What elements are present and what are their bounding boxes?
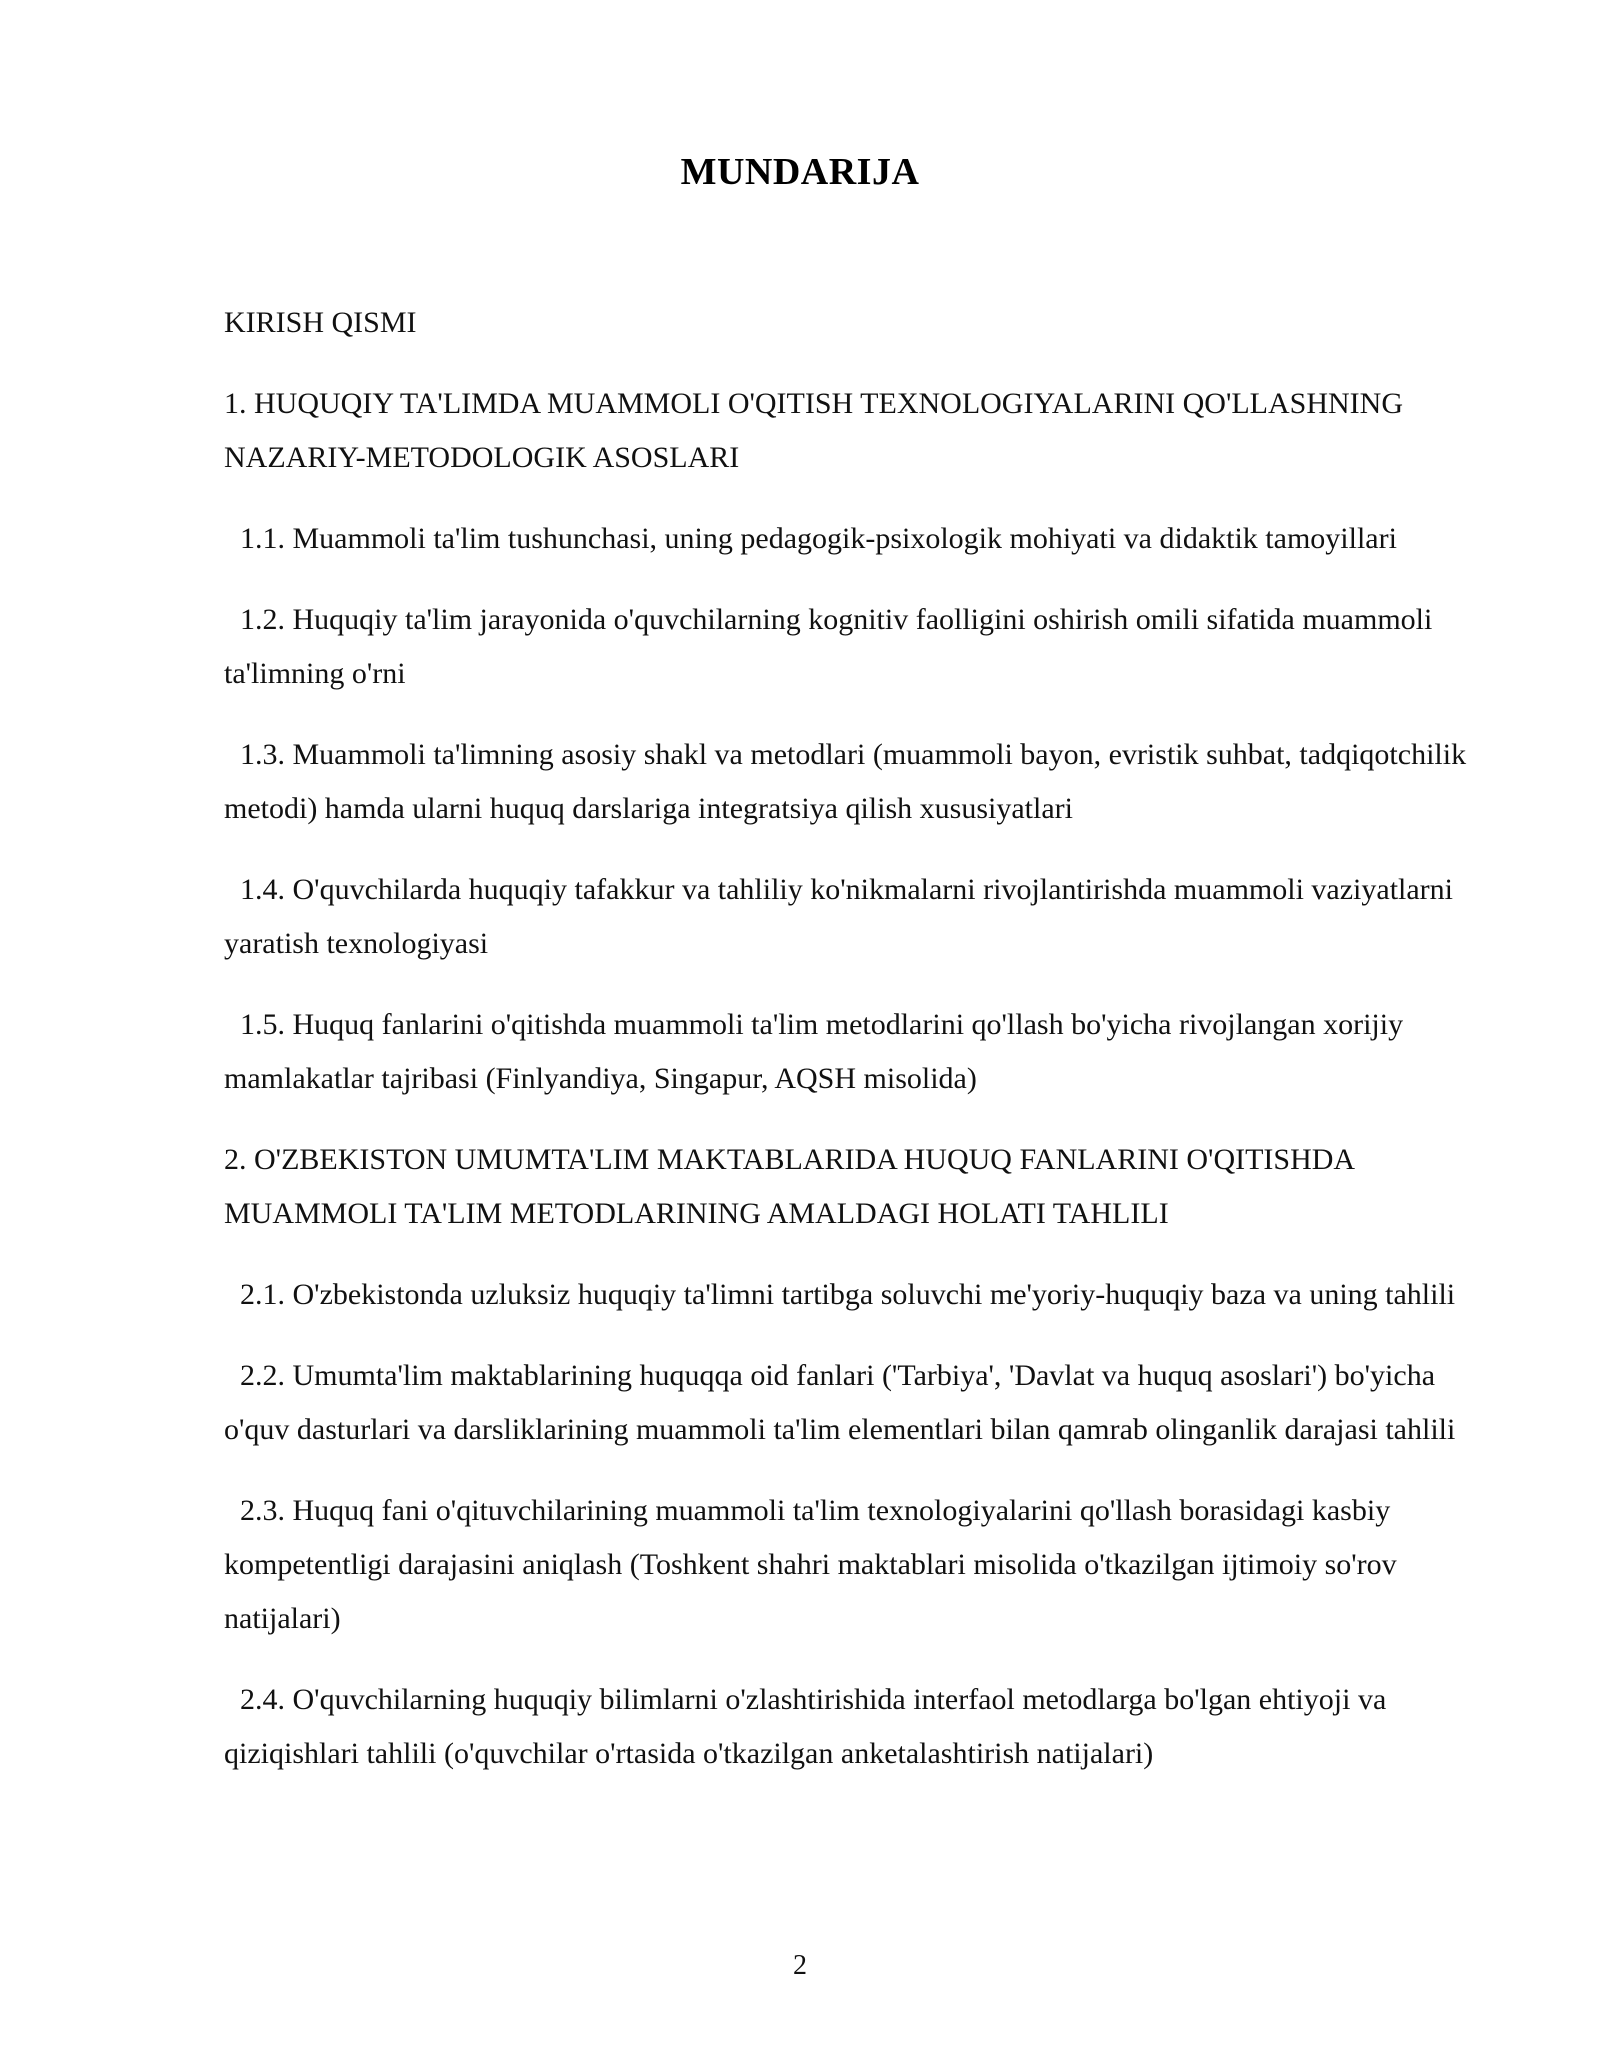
toc-entry: 1. HUQUQIY TA'LIMDA MUAMMOLI O'QITISH TEXNOLOGIYALARINI QO'LLASHNING NAZARIY-METODOLOGIK ASOSLARI (224, 387, 1403, 474)
toc-subentry: 2.3. Huquq fani o'qituvchilarining muammoli ta'lim texnologiyalarini qo'llash borasidagi kasbiy kompetentligi darajasini aniqlash (Toshkent shahri maktablari misolida o'tkazilgan ijtimoiy so'rov natijalari) (224, 1494, 1397, 1635)
toc-subentry: 1.2. Huquqiy ta'lim jarayonida o'quvchilarning kognitiv faolligini oshirish omili sifatida muammoli ta'limning o'rni (224, 603, 1433, 690)
toc-entry: 2. O'ZBEKISTON UMUMTA'LIM MAKTABLARIDA HUQUQ FANLARINI O'QITISHDA MUAMMOLI TA'LIM METODLARINING AMALDAGI HOLATI TAHLILI (224, 1143, 1354, 1230)
toc-subentry: 1.1. Muammoli ta'lim tushunchasi, uning pedagogik-psixologik mohiyati va didaktik tamoyillari (240, 522, 1397, 555)
toc-subentry: 2.2. Umumta'lim maktablarining huquqqa oid fanlari ('Tarbiya', 'Davlat va huquq asoslari') bo'yicha o'quv dasturlari va darsliklarining muammoli ta'lim elementlari bilan qamrab olinganlik darajasi tahlili (224, 1359, 1456, 1446)
page-title: MUNDARIJA (680, 151, 920, 193)
toc-subentry: 1.5. Huquq fanlarini o'qitishda muammoli ta'lim metodlarini qo'llash bo'yicha rivojlangan xorijiy mamlakatlar tajribasi (Finlyandiya, Singapur, AQSH misolida) (224, 1008, 1404, 1095)
page-number: 2 (793, 1950, 807, 1981)
toc-subentry: 2.4. O'quvchilarning huquqiy bilimlarni o'zlashtirishida interfaol metodlarga bo'lgan ehtiyoji va qiziqishlari tahlili (o'quvchilar o'rtasida o'tkazilgan anketalashtirish natijalari) (224, 1683, 1387, 1770)
toc-entry: KIRISH QISMI (224, 306, 417, 339)
table-of-contents (224, 296, 1504, 1808)
toc-subentry: 1.3. Muammoli ta'limning asosiy shakl va metodlari (muammoli bayon, evristik suhbat, tadqiqotchilik metodi) hamda ularni huquq darslariga integratsiya qilish xususiyatlari (224, 738, 1467, 825)
toc-subentry: 1.4. O'quvchilarda huquqiy tafakkur va tahliliy ko'nikmalarni rivojlantirishda muammoli vaziyatlarni yaratish texnologiyasi (224, 873, 1454, 960)
toc-subentry: 2.1. O'zbekistonda uzluksiz huquqiy ta'limni tartibga soluvchi me'yoriy-huquqiy baza va uning tahlili (240, 1278, 1456, 1311)
